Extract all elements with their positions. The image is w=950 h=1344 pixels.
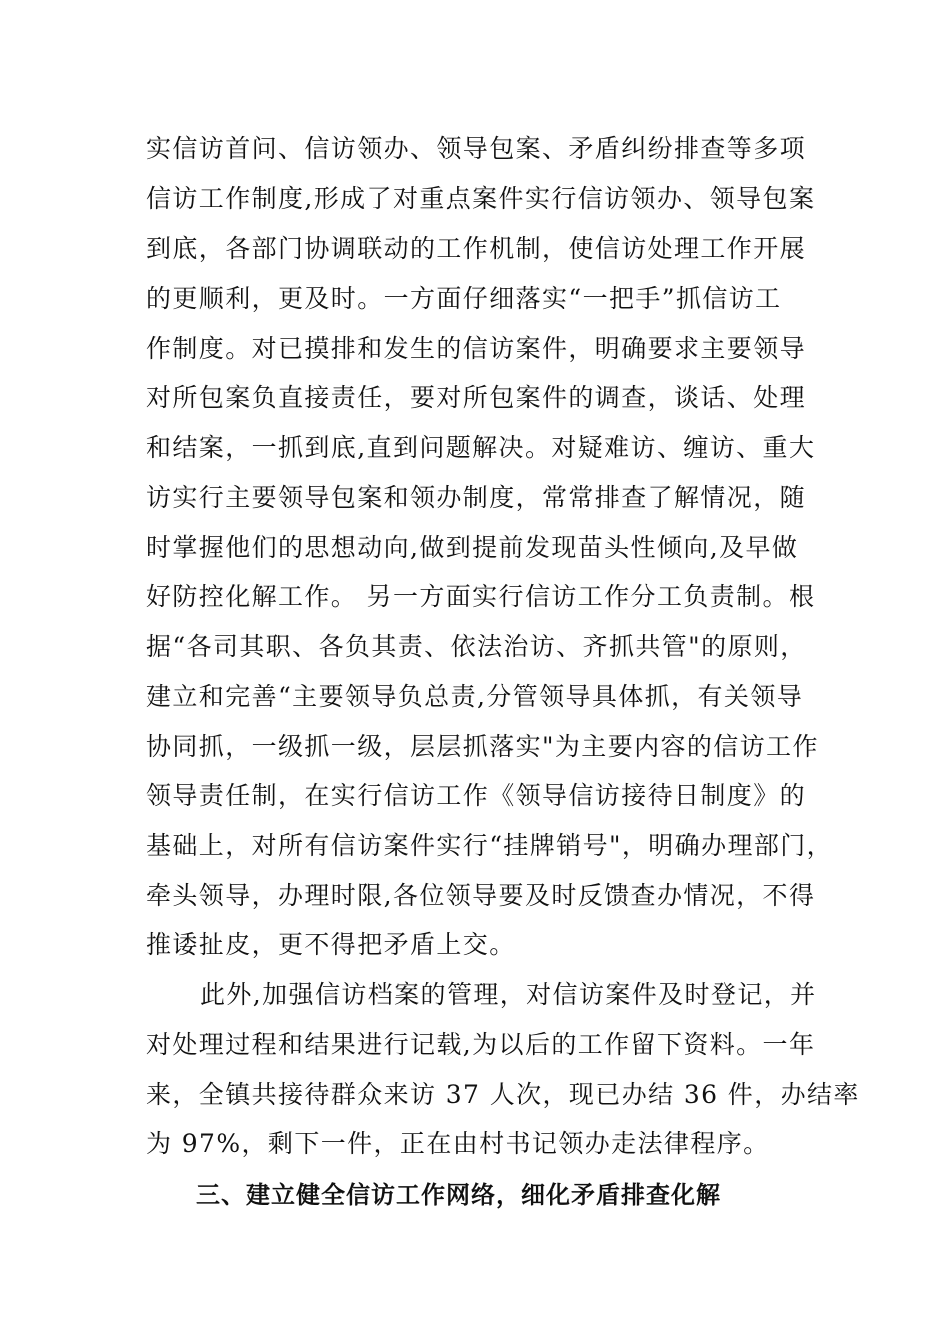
paragraph-1-line-11: 据“各司其职、各负其责、依法治访、齐抓共管"的原则， (146, 632, 807, 661)
paragraph-1-line-16: 牵头领导，办理时限,各位领导要及时反馈查办情况，不得 (146, 881, 816, 910)
paragraph-1-line-4: 的更顺利，更及时。一方面仔细落实“一把手”抓信访工 (146, 284, 782, 313)
paragraph-1-line-7: 和结案，一抓到底,直到问题解决。对疑难访、缠访、重大 (146, 433, 816, 462)
paragraph-1-line-10: 好防控化解工作。 另一方面实行信访工作分工负责制。根 (146, 582, 816, 611)
paragraph-1-line-2: 信访工作制度,形成了对重点案件实行信访领办、领导包案 (146, 184, 816, 213)
paragraph-1-line-17: 推诿扯皮，更不得把矛盾上交。 (146, 930, 516, 959)
paragraph-1-line-5: 作制度。对已摸排和发生的信访案件，明确要求主要领导 (146, 334, 807, 363)
paragraph-2-line-3: 来，全镇共接待群众来访 37 人次，现已办结 36 件，办结率 (146, 1080, 860, 1109)
paragraph-1-line-14: 领导责任制，在实行信访工作《领导信访接待日制度》的 (146, 781, 807, 810)
paragraph-2-line-4: 为 97%，剩下一件，正在由村书记领办走法律程序。 (146, 1129, 770, 1158)
paragraph-2-line-2: 对处理过程和结果进行记载,为以后的工作留下资料。一年 (146, 1030, 816, 1059)
paragraph-1-line-6: 对所包案负直接责任，要对所包案件的调查，谈话、处理 (146, 383, 807, 412)
section-heading: 三、建立健全信访工作网络，细化矛盾排查化解 (196, 1181, 721, 1209)
paragraph-1-line-12: 建立和完善“主要领导负总责,分管领导具体抓，有关领导 (146, 682, 804, 711)
paragraph-1-line-13: 协同抓，一级抓一级，层层抓落实"为主要内容的信访工作 (146, 732, 819, 761)
paragraph-1-line-3: 到底，各部门协调联动的工作机制，使信访处理工作开展 (146, 234, 807, 263)
paragraph-1-line-9: 时掌握他们的思想动向,做到提前发现苗头性倾向,及早做 (146, 533, 799, 562)
paragraph-1-line-8: 访实行主要领导包案和领办制度，常常排查了解情况，随 (146, 483, 807, 512)
paragraph-2-line-1: 此外,加强信访档案的管理，对信访案件及时登记，并 (200, 980, 817, 1009)
paragraph-1-line-1: 实信访首问、信访领办、领导包案、矛盾纠纷排查等多项 (146, 134, 807, 163)
paragraph-1-line-15: 基础上，对所有信访案件实行“挂牌销号"，明确办理部门， (146, 831, 834, 860)
